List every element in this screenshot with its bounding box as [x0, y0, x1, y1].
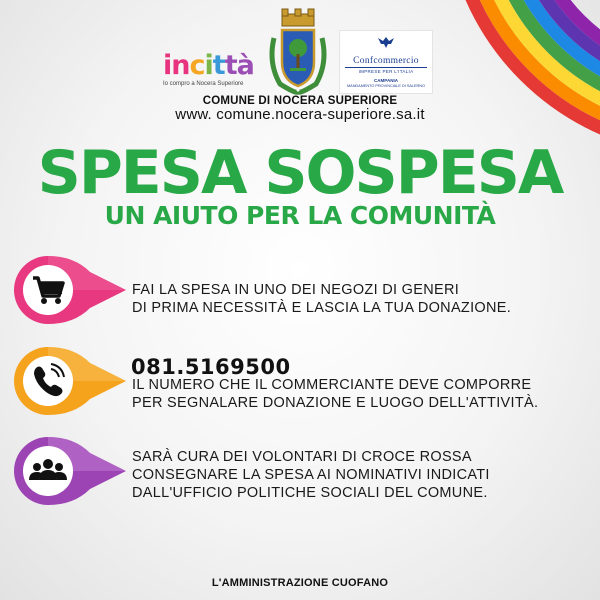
confcommercio-name: Confcommercio — [353, 56, 419, 66]
item-3-line-2: CONSEGNARE LA SPESA AI NOMINATIVI INDICATI — [132, 467, 490, 483]
pin-marker-pink — [12, 254, 127, 326]
phone-number[interactable]: 081.5169500 — [131, 355, 291, 379]
group-people-icon — [26, 449, 70, 493]
confcommercio-divider — [345, 67, 427, 68]
eagle-icon — [377, 35, 395, 49]
confcommercio-region: CAMPANIA — [374, 78, 398, 83]
item-2-line-2: PER SEGNALARE DONAZIONE E LUOGO DELL'ATTIVITÀ. — [132, 395, 539, 411]
item-text-1 — [132, 281, 592, 317]
pin-marker-purple — [12, 435, 127, 507]
incitta-wordmark: incittà — [163, 50, 254, 81]
item-1-line-1: FAI LA SPESA IN UNO DEI NEGOZI DI GENERI — [132, 282, 460, 298]
shopping-cart-icon — [26, 268, 70, 312]
header-logos — [0, 8, 600, 98]
subheadline: UN AIUTO PER LA COMUNITÀ — [104, 201, 496, 230]
incitta-tagline: Io compro a Nocera Superiore — [163, 81, 244, 87]
item-3-line-3: DALL'UFFICIO POLITICHE SOCIALI DEL COMUNE. — [132, 485, 488, 501]
incitta-logo — [163, 52, 258, 98]
pin-marker-orange — [12, 345, 127, 417]
confcommercio-district: MANDAMENTO PROVINCIALE DI SALERNO — [347, 84, 425, 88]
footer-signature: L'AMMINISTRAZIONE CUOFANO — [211, 577, 389, 589]
comune-website-link[interactable]: www. comune.nocera-superiore.sa.it — [175, 106, 425, 123]
confcommercio-logo — [339, 30, 433, 94]
item-text-2 — [132, 376, 592, 412]
phone-icon — [26, 359, 70, 403]
municipal-crest-icon — [266, 8, 330, 96]
comune-title: COMUNE DI NOCERA SUPERIORE — [202, 95, 398, 107]
item-2-line-1: IL NUMERO CHE IL COMMERCIANTE DEVE COMPORRE — [132, 377, 532, 393]
confcommercio-tagline: IMPRESE PER L'ITALIA — [358, 69, 414, 74]
item-text-3 — [132, 448, 592, 502]
item-3-line-1: SARÀ CURA DEI VOLONTARI DI CROCE ROSSA — [132, 449, 472, 465]
item-1-line-2: DI PRIMA NECESSITÀ E LASCIA LA TUA DONAZIONE. — [132, 300, 512, 316]
headline: SPESA SOSPESA — [37, 138, 563, 208]
